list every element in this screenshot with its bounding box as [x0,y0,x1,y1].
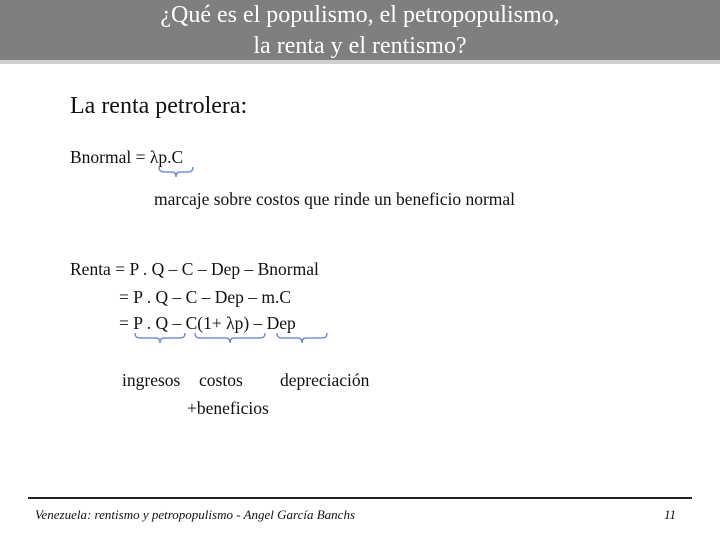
footer-divider [28,497,692,499]
brace-ingresos [134,332,186,346]
label-ingresos: ingresos [122,370,181,390]
renta-equation-line-1: Renta = P . Q – C – Dep – Bnormal [70,259,319,279]
label-beneficios: +beneficios [187,398,269,418]
page-number: 11 [664,507,677,522]
label-costos: costos [199,370,243,390]
title-bar [0,0,720,64]
brace-costos [194,332,266,346]
brace-lambda-p [158,166,194,180]
slide-title-line-2: la renta y el rentismo? [253,33,467,59]
brace-depreciacion [276,332,328,346]
bnormal-equation: Bnormal = λp.C [70,147,184,167]
renta-equation-line-3: = P . Q – C(1+ λp) – Dep [119,313,296,333]
label-depreciacion: depreciación [280,370,370,390]
markup-description: marcaje sobre costos que rinde un beneficio normal [154,189,516,209]
renta-equation-line-2: = P . Q – C – Dep – m.C [119,287,292,307]
slide-title-line-1: ¿Qué es el populismo, el petropopulismo, [160,2,560,28]
section-heading: La renta petrolera: [70,93,248,119]
footer-text: Venezuela: rentismo y petropopulismo - Angel García Banchs [35,507,356,522]
